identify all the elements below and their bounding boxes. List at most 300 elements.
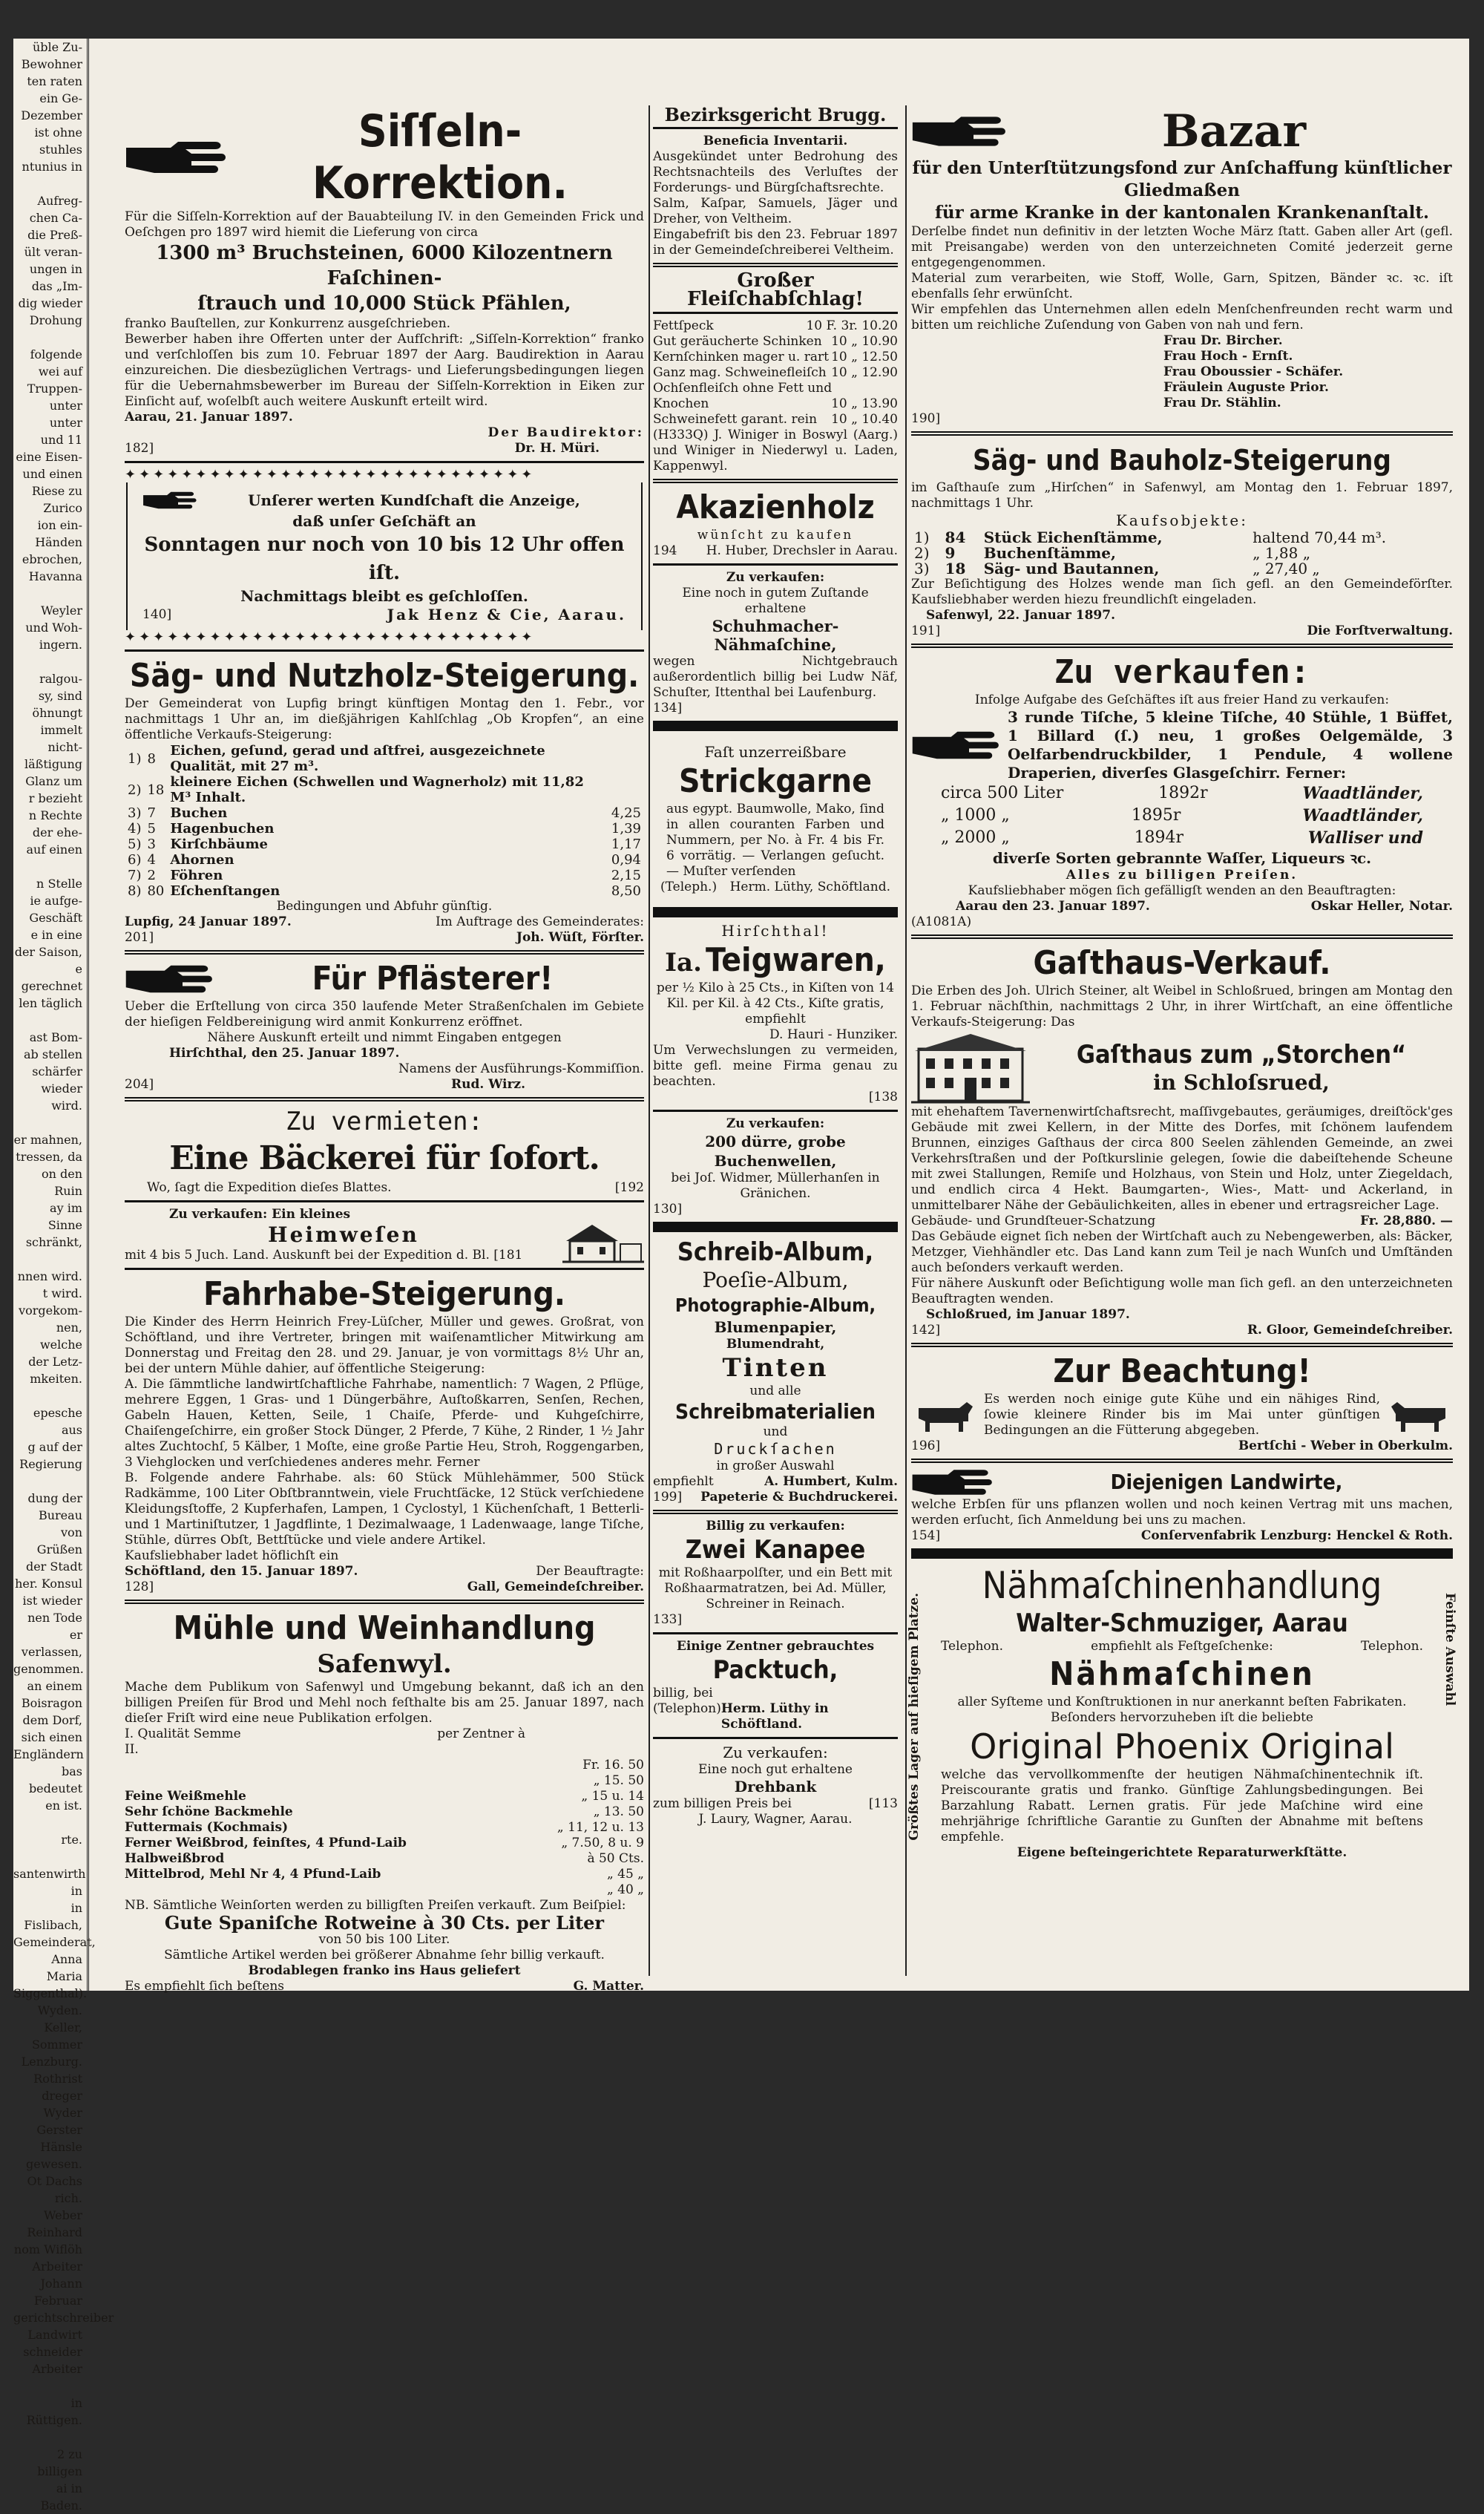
price-item: Feine Weißmehle — [125, 1789, 246, 1804]
strip-line: ie aufge- — [30, 894, 82, 908]
lot-cell: 3) — [128, 805, 142, 821]
ad-number: 194 — [653, 543, 677, 558]
ad-body: billig, bei — [653, 1686, 713, 1700]
ad-body: Derſelbe findet nun definitiv in der letzten Woche März ſtatt. Gaben aller Art (gefl. mit Preisangabe) werden von den unterzeichneten Comité jederzeit gerne entgegengenommen. — [911, 224, 1453, 270]
ad-fleischabschlag — [653, 269, 898, 474]
ad-number: 182] — [125, 441, 154, 456]
ad-number: 133] — [653, 1612, 683, 1627]
ad-gasthaus-verkauf — [911, 943, 1453, 1338]
ad-nb: NB. Sämtliche Weinſorten werden zu billigſten Preiſen verkauft. Zum Beiſpiel: — [125, 1898, 626, 1913]
strip-line: wieder wird. — [41, 1081, 82, 1113]
ad-signer: H. Huber, Drechsler in Aarau. — [706, 543, 898, 558]
wine-amount: „ 2000 „ — [941, 828, 1010, 847]
lot-cell: 4 — [147, 852, 156, 868]
lot-cell: 7 — [147, 805, 156, 821]
ad-big: Original Phoenix Original — [970, 1726, 1394, 1767]
strip-line: ült veran- — [24, 245, 82, 259]
strip-line: Grüßen — [36, 1542, 82, 1556]
ad-title: Teigwaren, — [706, 941, 886, 979]
ad-body: Alles zu billigen Preiſen. — [1066, 868, 1298, 883]
ad-list: 3 runde Tiſche, 5 kleine Tiſche, 40 Stühle, 1 Büffet, 1 Billard (ſ.) neu, 1 großes Oelgemälde, 3 Oelfarbendruckbilder, 1 Pendule, 4 wollene Draperien, diverſes Glasgeſchirr. Ferner: — [1008, 708, 1453, 782]
strip-line: chen Ca- — [29, 211, 82, 225]
lot-cell: Buchenſtämme, — [983, 544, 1116, 562]
ad-signer: Bertſchi - Weber in Oberkulm. — [1238, 1438, 1453, 1453]
ad-address: (H333Q) J. Winiger in Boswyl (Aarg.) und Winiger in Niederwyl u. Laden, Kappenwyl. — [653, 428, 898, 474]
strip-line: der Stadt — [25, 1559, 82, 1574]
strip-line: Wyden. — [37, 2003, 82, 2017]
strip-line: Rothrist — [33, 2072, 82, 2086]
lot-cell: 80 — [147, 883, 165, 899]
pointing-hand-icon — [911, 727, 1008, 763]
ad-phone: (Telephon) — [653, 1701, 721, 1716]
lot-cell: 1) — [128, 750, 142, 767]
lot-row — [125, 852, 644, 868]
quality-label: I. Qualität Semme — [125, 1726, 241, 1741]
price-row — [125, 1804, 644, 1820]
ad-line: Poeſie-Album, — [702, 1268, 849, 1292]
strip-line: Weyler — [41, 603, 82, 618]
ad-body: im Gaſthauſe zum „Hirſchen“ in Safenwyl, am Montag den 1. Februar 1897, nachmittags 1 Uhr. — [911, 480, 1453, 511]
strip-line: Truppen- — [27, 382, 82, 396]
ad-number: (A1081A) — [911, 914, 972, 929]
ad-date: Aarau, 21. Januar 1897. — [125, 410, 293, 425]
ad-line: Photographie-Album, — [674, 1294, 876, 1316]
lot-cell: 8) — [128, 883, 142, 899]
ad-body: Material zum verarbeiten, wie Stoff, Wolle, Garn, Spitzen, Bänder ꝛc. ꝛc. iſt ebenfalls ſehr erwünſcht. — [911, 271, 1453, 301]
price-row — [125, 1758, 644, 1773]
ad-place: Schöftland, den 15. Januar 1897. — [125, 1564, 358, 1579]
price-row — [653, 318, 898, 334]
ad-signer: A. Humbert, Kulm. — [764, 1474, 898, 1489]
strip-line — [13, 858, 82, 875]
ad-line: mit 4 bis 5 Juch. Land. Auskunft bei der Expedition d. Bl. [181 — [125, 1248, 523, 1263]
strip-line: der Saison, — [14, 945, 82, 959]
strip-line: Händen — [35, 535, 82, 549]
price-item: Fettſpeck — [653, 318, 714, 333]
strip-line: Regierung — [19, 1457, 82, 1471]
lot-table — [911, 530, 1453, 577]
ad-head: Zu verkaufen: — [726, 1116, 825, 1131]
strip-line: wei auf — [38, 364, 82, 379]
ad-emp: empfiehlt als Feſtgeſchenke: — [1091, 1639, 1273, 1654]
ad-date: Eingabefriſt bis den 23. Februar 1897 in der Gemeindeſchreiberei Veltheim. — [653, 227, 898, 258]
ad-signer: Herm. Lüthy, Schöftland. — [729, 880, 890, 894]
strip-line: n Stelle — [36, 877, 82, 891]
strip-line: Landwirt — [27, 2328, 82, 2342]
strip-line: en ist. — [45, 1798, 82, 1813]
price-value: 10 F. 3r. 10.20 — [806, 318, 898, 333]
ad-schuhmacher — [653, 570, 898, 716]
lot-row — [125, 868, 644, 883]
ad-title: Strickgarne — [679, 762, 872, 800]
ad-date: Aarau den 23. Januar 1897. — [956, 899, 1150, 914]
lot-cell — [608, 743, 644, 774]
strip-line: ion ein- — [37, 518, 82, 532]
strip-line — [13, 1114, 82, 1131]
lot-cell: 8 — [147, 750, 156, 767]
lot-row — [125, 743, 644, 774]
lot-cell: „ 1,88 „ — [1252, 544, 1311, 562]
ad-teigwaren — [653, 922, 898, 1105]
ad-kanapee — [653, 1519, 898, 1628]
lot-cell: 18 — [945, 560, 966, 577]
ad-body: aus egypt. Baumwolle, Mako, ſind in allen couranten Farben und Nummern, per No. à Fr. 4 bis Fr. 6 vorrätig. — Verlangen geſucht. — Muſter verſenden — [666, 802, 884, 879]
pointing-hand-icon — [125, 963, 221, 995]
lot-row — [911, 561, 1453, 577]
ad-zur-beachtung — [911, 1352, 1453, 1454]
ad-line: daß unſer Geſchäft an — [292, 512, 476, 530]
building-illustration — [911, 1030, 1030, 1104]
lot-cell: 4) — [128, 821, 142, 837]
price-item: Ganz mag. Schweinefleiſch — [653, 365, 827, 380]
ad-place: Hirſchthal! — [721, 922, 830, 940]
column-3 — [907, 105, 1457, 1865]
ad-big: Gaſthaus zum „Storchen“ — [1076, 1040, 1407, 1070]
lot-cell: haltend 70,44 m³. — [1252, 528, 1387, 546]
lot-cell: 84 — [945, 528, 966, 546]
side-text: Größtes Lager auf hieſigem Platze. — [907, 1593, 922, 1841]
wine-amount: „ 1000 „ — [941, 806, 1010, 825]
star-border: ✦✦✦✦✦✦✦✦✦✦✦✦✦✦✦✦✦✦✦✦✦✦✦✦✦✦✦✦✦ — [125, 629, 536, 645]
ad-heimwesen — [125, 1207, 644, 1263]
ad-number: 142] — [911, 1323, 941, 1338]
strip-line: ungen in — [29, 262, 82, 276]
lot-cell: 6) — [128, 852, 142, 868]
strip-line: ast Bom- — [29, 1030, 82, 1044]
price-value: „ 15 u. 14 — [581, 1789, 644, 1804]
strip-line: und 11 — [40, 433, 82, 447]
ad-line: Blumendraht, — [726, 1337, 825, 1352]
price-value: 10 „ 10.90 — [831, 334, 898, 349]
price-row — [653, 381, 898, 396]
strip-line: in Fislibach, — [24, 1901, 82, 1932]
price-row — [125, 1773, 644, 1789]
strip-line: ralgou- — [39, 672, 82, 686]
ad-body: welche das vervollkommenſte der heutigen Nähmaſchinentechnik iſt. Preiscourante gratis und franko. Günſtige Zahlungsbedingungen. Bei Barzahlung Rabatt. Lernen gratis. Für jede Maſchine wird eine mehrjährige ſchriftliche Garantie zu Gunſten der Abnahme mit beſtens empfehle. — [941, 1767, 1423, 1844]
ad-title: Nähmaſchinenhandlung — [982, 1564, 1382, 1607]
ad-body: Infolge Aufgabe des Geſchäftes iſt aus freier Hand zu verkaufen: — [974, 693, 1390, 707]
lot-cell: 0,94 — [611, 852, 641, 868]
strip-line: her. Konsul — [15, 1577, 82, 1591]
ad-big: Zwei Kanapee — [685, 1535, 866, 1565]
committee-member: Fräulein Auguste Prior. — [1163, 380, 1329, 395]
strip-line — [13, 1814, 82, 1831]
strip-line: schärfer — [32, 1064, 82, 1078]
strip-line: ai in Baden. — [40, 2481, 82, 2513]
ad-body: zum billigen Preis bei — [653, 1796, 792, 1811]
lot-cell: 2) — [914, 544, 930, 562]
ad-lupfig-steigerung — [125, 656, 644, 946]
ad-schatzung: Gebäude- und Grundſteuer-Schatzung — [911, 1214, 1156, 1228]
strip-line: dung der — [27, 1491, 82, 1505]
ad-conditions: Bedingungen und Abfuhr günſtig. — [276, 899, 493, 914]
strip-line: der Letz- — [28, 1355, 82, 1369]
ad-names: Salm, Kaſpar, Samuels, Jäger und Dreher, von Veltheim. — [653, 196, 898, 226]
strip-line — [13, 653, 82, 670]
lot-cell: „ 27,40 „ — [1252, 560, 1320, 577]
ad-body: franko Bauſtellen, zur Konkurrenz ausgeſchrieben. — [125, 316, 451, 331]
ad-number: 201] — [125, 930, 154, 945]
strip-line: gewesen. — [26, 2157, 82, 2171]
ad-number: 128] — [125, 1580, 154, 1594]
ad-bazar — [911, 105, 1453, 427]
strip-line: bas bedeutet — [28, 1764, 82, 1796]
lot-cell: 4,25 — [611, 805, 641, 821]
ad-section-a: A. Die ſämmtliche landwirtſchaftliche Fahrhabe, namentlich: 7 Wagen, 2 Pflüge, mehrere Eggen, 1 Gras- und 1 Düngerbähre, Auſtoßkarren, Senſen, Rechen, Gabeln Hauen, Ketten, Seile, 1 Chaiſe, Pferde- und Kuhgeſchirre, Chaiſengeſchirre, ein großer Stock Dünger, 2 Pferde, 7 Kühe, 2 Rinder, 1 ½ Jahr altes Zuchtochſ, 5 Kälber, 1 Moſte, eine große Partie Heu, Stroh, Roggengarben, 3 Viehglocken und verſchiedenes anderes mehr. Ferner — [125, 1377, 644, 1470]
ad-number: 204] — [125, 1077, 154, 1092]
price-item: Sehr ſchöne Backmehle — [125, 1804, 293, 1819]
price-value: „ 15. 50 — [593, 1773, 644, 1788]
lot-cell: 1,39 — [611, 821, 641, 837]
ad-body: Es werden noch einige gute Kühe und ein nähiges Rind, ſowie kleinere Rinder bis im Mai unter günſtigen Bedingungen an die Fütterung abgegeben. — [984, 1392, 1380, 1438]
ad-number: 190] — [911, 411, 941, 426]
strip-line: mkeiten. — [30, 1372, 82, 1386]
ad-title: Bezirksgericht Brugg. — [664, 104, 887, 125]
strip-line: Hänsle — [40, 2140, 82, 2154]
ad-title: Ia. — [665, 948, 702, 978]
ad-body: Um Verwechslungen zu vermeiden, bitte gefl. meine Firma genau zu beachten. — [653, 1043, 898, 1089]
ad-head: Zu verkaufen: — [726, 570, 825, 585]
lot-cell: Eichen, geſund, gerad und aſtfrei, ausgezeichnete Qualität, mit 27 m³. — [170, 743, 545, 774]
lot-cell: 7) — [128, 868, 142, 883]
strip-line: Riese zu — [31, 484, 82, 498]
ad-big: Packtuch, — [712, 1655, 838, 1685]
strip-line — [13, 175, 82, 192]
price-list — [125, 1758, 644, 1898]
price-value: à 50 Cts. — [587, 1851, 644, 1866]
ad-body: Wir empfehlen das Unternehmen allen edeln Menſchenfreunden recht warm und bitten um reichliche Zuſendung von Gaben von nah und fern. — [911, 302, 1453, 333]
price-row — [125, 1882, 644, 1898]
strip-line: nen Tode — [27, 1611, 82, 1625]
price-item: Mittelbrod, Mehl Nr 4, 4 Pfund-Laib — [125, 1867, 381, 1882]
ad-line: und alle — [749, 1384, 801, 1398]
ad-zu-verkaufen-heller — [911, 652, 1453, 930]
ad-big: Nähmaſchinen — [1049, 1655, 1315, 1693]
price-list — [653, 318, 898, 428]
strip-line: rte. — [61, 1833, 82, 1847]
ad-line: Blumenpapier, — [714, 1318, 837, 1336]
ad-body: Für nähere Auskunft oder Beſichtigung wolle man ſich gefl. an den unterzeichneten Beauftragten wenden. — [911, 1276, 1453, 1306]
ad-authority: Namens der Ausführungs-Kommiſſion. — [398, 1061, 644, 1076]
ad-number: 154] — [911, 1528, 941, 1543]
price-item: Halbweißbrod — [125, 1851, 225, 1866]
ad-subtitle: für arme Kranke in der kantonalen Krankenanſtalt. — [934, 203, 1430, 223]
previous-page-strip — [13, 39, 114, 2513]
strip-line: n Rechte — [28, 808, 82, 822]
committee-member: Frau Oboussier - Schäfer. — [1163, 364, 1344, 379]
strip-line: Boisragon — [21, 1696, 82, 1710]
column-2 — [653, 105, 898, 1832]
ad-line: in großer Auswahl — [716, 1459, 835, 1473]
price-row — [653, 396, 898, 412]
price-row — [125, 1820, 644, 1836]
ad-big: Schuhmacher-Nähmaſchine, — [712, 617, 839, 654]
price-row — [125, 1789, 644, 1804]
strip-line: Bureau von — [38, 1508, 82, 1539]
ad-drehbank — [653, 1744, 898, 1827]
strip-line: ten raten — [27, 74, 82, 88]
lot-cell: Säg- und Bautannen, — [983, 560, 1160, 577]
strip-line: folgende — [30, 347, 82, 361]
ad-big: in Schloſsrued, — [1153, 1070, 1330, 1095]
ad-body: Die Erben des Joh. Ulrich Steiner, alt Weibel in Schloßrued, bringen am Montag den 1. Februar nächſthin, nachmittags 2 Uhr, in ihrer Wirtſchaft, an eine öffentliche Verkaufs-Steigerung: Das — [911, 983, 1453, 1030]
ad-body: Die Kinder des Herrn Heinrich Frey-Lüſcher, Müller und gewes. Großrat, von Schöftland, und ihre Vertreter, bringen mit waiſenamtlicher Mitwirkung am Donnerstag und Freitag den 28. und 29. Januar, je von vormittags 8½ Uhr an, bei der untern Mühle dahier, auf öffentliche Steigerung: — [125, 1315, 644, 1376]
lot-cell: 2,15 — [611, 868, 641, 883]
strip-line: Geschäft — [29, 911, 82, 925]
strip-line: Anna Maria — [46, 1952, 82, 1983]
ad-signer: Dr. H. Müri. — [514, 441, 600, 456]
ad-signer: Conſervenfabrik Lenzburg: Henckel & Roth. — [1140, 1528, 1453, 1543]
ad-title: Großer Fleiſchabſchlag! — [687, 269, 864, 310]
price-value: Fr. 16. 50 — [582, 1758, 644, 1772]
strip-line: schneider — [23, 2345, 82, 2359]
ad-naehmaschinen — [907, 1563, 1457, 1861]
strip-line: nnen wird. — [17, 1269, 82, 1283]
strip-line: sy, sind — [38, 689, 82, 703]
lot-cell: Ahornen — [170, 852, 234, 868]
lot-row — [125, 821, 644, 837]
ad-signer: Jak Henz & Cie, Aarau. — [387, 606, 626, 623]
ad-signer: Gall, Gemeindeſchreiber. — [467, 1580, 644, 1594]
committee-member: Frau Dr. Stählin. — [1163, 396, 1281, 410]
ad-body: mit Roßhaarpolſter, und ein Bett mit Roßhaarmatratzen, bei Ad. Müller, Schreiner in Reinach. — [658, 1565, 893, 1611]
strip-line — [13, 585, 82, 602]
strip-line — [13, 2429, 82, 2446]
strip-line: dig wieder — [18, 296, 82, 310]
price-item: Knochen — [653, 396, 709, 411]
ad-title: Mühle und Weinhandlung — [173, 1609, 596, 1647]
strip-line: ay im Sinne — [47, 1201, 82, 1232]
strip-line: unter unter — [49, 399, 82, 430]
ad-date: Safenwyl, 22. Januar 1897. — [926, 608, 1115, 623]
ad-body: Es empfiehlt ſich beſtens — [125, 1979, 285, 1994]
price-item: Futtermais (Kochmais) — [125, 1820, 289, 1835]
ad-strickgarne — [653, 736, 898, 903]
committee-list — [911, 333, 1453, 411]
pointing-hand-icon — [142, 488, 202, 512]
ad-authority: Im Auftrage des Gemeinderates: — [435, 914, 644, 929]
ad-number: 130] — [653, 1202, 683, 1217]
ad-line: Faſt unzerreißbare — [704, 743, 847, 761]
strip-line: Zurico — [43, 501, 82, 515]
ad-number: [192 — [614, 1180, 644, 1195]
wine-name: Waadtländer, — [1302, 784, 1423, 803]
strip-line: Ot Dachs — [27, 2174, 82, 2188]
ad-signer: Herm. Lüthy in Schöftland. — [720, 1701, 829, 1732]
ad-date: Lupfig, 24 Januar 1897. — [125, 914, 292, 929]
price-value: „ 13. 50 — [593, 1804, 644, 1819]
strip-line: t wird. — [42, 1286, 82, 1300]
strip-line: len täglich — [19, 996, 82, 1010]
ad-signer: G. Matter. — [573, 1979, 644, 1994]
ad-pflaesterer — [125, 959, 644, 1093]
strip-line: dreger Wyder — [42, 2089, 82, 2120]
strip-line: der ehe- — [32, 825, 82, 839]
ad-landwirte — [911, 1467, 1453, 1544]
committee-member: Frau Dr. Bircher. — [1163, 333, 1283, 348]
strip-line: Bewohner — [21, 57, 82, 71]
ad-body: Ausgekündet unter Bedrohung des Rechtsnachteils des Verluſtes der Forderungs- und Bürgſchaftsrechte. — [653, 149, 898, 195]
price-value: 10 „ 12.90 — [831, 365, 898, 380]
ad-line: Zu vermieten: — [285, 1107, 484, 1136]
ad-number: 191] — [911, 623, 941, 638]
strip-line — [13, 1848, 82, 1865]
ad-buchenwellen — [653, 1116, 898, 1217]
lot-cell: 3) — [914, 560, 930, 577]
strip-line: ist wieder — [22, 1594, 82, 1608]
lot-row — [125, 774, 644, 805]
ad-fahrhabe-steigerung — [125, 1274, 644, 1595]
lot-cell: Kirſchbäume — [170, 837, 268, 852]
quality-label: II. — [125, 1742, 139, 1757]
strip-line: und Woh- — [25, 621, 82, 635]
ad-body: Eine noch in gutem Zuſtande erhaltene — [682, 586, 869, 616]
ad-sign-title: Der Baudirektor: — [487, 425, 644, 440]
wine-row — [911, 805, 1453, 827]
wine-name: Walliser und — [1307, 828, 1423, 848]
ad-line: Tinten — [722, 1353, 829, 1383]
price-item: Schweinefett garant. rein — [653, 412, 818, 427]
committee-member: Frau Hoch - Ernſt. — [1163, 349, 1293, 364]
lot-cell — [608, 774, 644, 805]
lot-cell: Föhren — [170, 868, 223, 883]
price-value: 10 „ 10.40 — [831, 412, 898, 427]
ad-body: diverſe Sorten gebrannte Waſſer, Liqueurs ꝛc. — [992, 849, 1372, 867]
column-1 — [125, 105, 644, 1999]
price-item: Gut geräucherte Schinken — [653, 334, 822, 349]
strip-line: ntunius in — [22, 160, 82, 174]
ad-emp: empfiehlt — [653, 1474, 714, 1489]
strip-line: Aufreg- — [37, 194, 82, 208]
ad-humbert — [653, 1237, 898, 1505]
strip-line: nen, welche — [39, 1320, 82, 1352]
price-value: 10 „ 12.50 — [831, 350, 898, 364]
ad-place: Hirſchthal, den 25. Januar 1897. — [169, 1046, 400, 1061]
price-item: Ferner Weißbrod, feinſtes, 4 Pfund-Laib — [125, 1836, 407, 1850]
strip-line: Engländern — [13, 1747, 84, 1761]
ad-signer: Die Forſtverwaltung. — [1307, 623, 1453, 638]
ad-body: mit ehehaftem Tavernenwirtſchaftsrecht, maſſivgebautes, geräumiges, dreiſtöck'ges Gebäude mit zwei Kellern, in der Mitte des Dorfes, mit ſchönem laufendem Brunnen, einziges Gaſthaus der circa 800 Seelen zählenden Gemeinde, an zwei Verkehrsſtraßen und der Poſtkurslinie gelegen, ſowie die dabeiſtehende Scheune mit zwei Stallungen, Remiſe und Holzhaus, von Stein und Holz, unter Ziegeldach, und endlich circa 4 Hekt. Baumgarten-, Wies-, Matt- und Ackerland, in unmittelbarer Nähe der Gebäulichkeiten, alles in ebener und ertragsreicher Lage. — [911, 1104, 1453, 1213]
strip-line: an einem — [27, 1679, 82, 1693]
ad-title: Säg- und Nutzholz-Steigerung. — [129, 657, 640, 695]
wine-list — [911, 782, 1453, 849]
ad-phone: (Teleph.) — [660, 880, 718, 894]
ad-signer: J. Laury, Wagner, Aarau. — [698, 1812, 853, 1827]
strip-line: in Rüttigen. — [26, 2396, 82, 2427]
ad-signer: Rud. Wirz. — [451, 1077, 525, 1092]
ad-signer: R. Gloor, Gemeindeſchreiber. — [1247, 1323, 1453, 1338]
lot-row — [125, 837, 644, 852]
ad-signer: Papeterie & Buchdruckerei. — [700, 1490, 898, 1505]
price-row — [653, 350, 898, 365]
strip-line: rich. — [54, 2191, 82, 2205]
strip-line: Weber — [44, 2208, 82, 2222]
ad-body: aller Syſteme und Konſtruktionen in nur anerkannt beſten Fabrikaten. Beſonders hervorzuheben iſt die beliebte — [957, 1695, 1407, 1725]
strip-line: ein Ge- — [39, 91, 82, 105]
strip-line: gerichtschreiber — [13, 2311, 114, 2325]
strip-line: Johann — [40, 2276, 82, 2291]
ad-title: Diejenigen Landwirte, — [1110, 1470, 1343, 1494]
price-value: „ 40 „ — [606, 1882, 644, 1897]
price-row — [125, 1851, 644, 1867]
ad-bezirksgericht — [653, 105, 898, 258]
ad-body: Der Gemeinderat von Lupfig bringt künftigen Montag den 1. Febr., vor nachmittags 1 Uhr an, im dießjährigen Kahlſchlag „Ob Kropfen“, an eine öffentliche Verkaufs-Steigerung: — [125, 696, 644, 742]
ad-body: Bewerber haben ihre Offerten unter der Aufſchrift: „Siſſeln-Korrektion“ franko und verſchloſſen bis zum 10. Februar 1897 der Aarg. Baudirektion in Aarau einzureichen. Die diesbezüglichen Vertrags- und Lieferungsbedingungen liegen für die Uebernahmsbewerber im Bureau der Siſſeln-Korrektion in Eiken zur Einſicht auf, woſelbſt auch weitere Auskunft erteilt wird. — [125, 332, 644, 409]
ad-schatzung-value: Fr. 28,880. — — [1360, 1214, 1453, 1228]
ad-wine: Gute Spaniſche Rotweine à 30 Cts. per Liter — [164, 1912, 605, 1934]
wine-amount: circa 500 Liter — [941, 784, 1064, 802]
strip-line: üble Zu- — [32, 40, 82, 54]
